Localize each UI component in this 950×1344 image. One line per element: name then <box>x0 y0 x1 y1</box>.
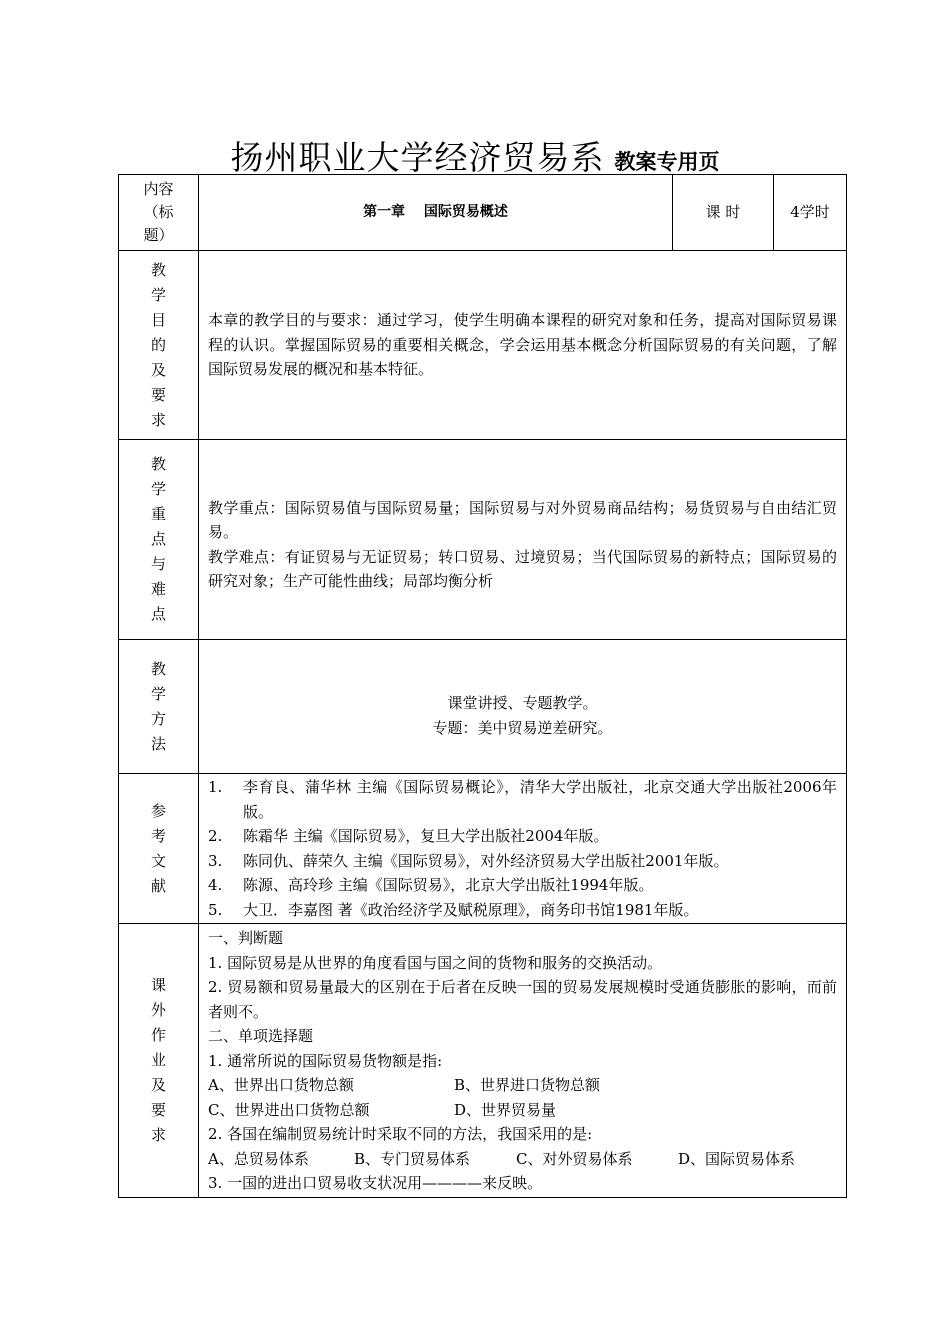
row-methods <box>119 640 847 774</box>
mc2-options-row <box>208 1147 837 1172</box>
reference-item <box>208 898 837 923</box>
reference-item <box>208 775 837 824</box>
reference-list <box>199 775 846 922</box>
page-title <box>0 132 950 179</box>
reference-item <box>208 824 837 849</box>
label-methods: 教学方法 <box>119 640 199 774</box>
homework-tf-1: 1. 国际贸易是从世界的角度看国与国之间的货物和服务的交换活动。 <box>208 953 663 972</box>
methods-line-1: 课堂讲授、专题教学。 <box>447 694 598 712</box>
mc1-option-d: D、世界贸易量 <box>454 1100 557 1119</box>
label-key-points: 教学重点与难点 <box>119 440 199 640</box>
mc2-option-b: B、专门贸易体系 <box>354 1149 471 1168</box>
reference-number: 1. <box>208 778 223 796</box>
reference-item <box>208 849 837 874</box>
label-homework: 课外作业及要求 <box>119 924 199 1198</box>
mc2-option-a: A、总贸易体系 <box>208 1149 309 1168</box>
label-content-title: 内容（标题） <box>119 175 199 251</box>
homework-section-2: 二、单项选择题 <box>208 1027 314 1045</box>
reference-number: 3. <box>208 851 223 870</box>
key-difficulty-text: 教学难点：有证贸易与无证贸易；转口贸易、过境贸易；当代国际贸易的新特点；国际贸易的研究对象；生产可能性曲线；局部均衡分析 <box>208 547 837 590</box>
mc1-option-c: C、世界进出口货物总额 <box>208 1100 370 1119</box>
mc1-option-a: A、世界出口货物总额 <box>208 1076 354 1094</box>
mc2-option-d: D、国际贸易体系 <box>678 1149 796 1168</box>
reference-number: 2. <box>208 827 223 845</box>
row-key-points <box>119 440 847 640</box>
mc1-options-row-2 <box>208 1098 837 1123</box>
reference-number: 4. <box>208 876 223 894</box>
reference-text: 陈同仇、薛荣久 主编《国际贸易》，对外经济贸易大学出版社2001年版。 <box>243 851 729 870</box>
objectives-text: 本章的教学目的与要求：通过学习，使学生明确本课程的研究对象和任务，提高对国际贸易课程的认识。掌握国际贸易的重要相关概念，学会运用基本概念分析国际贸易的有关问题，了解国际贸易发展的概况和基本特征。 <box>208 311 837 379</box>
homework-mc-1: 1. 通常所说的国际贸易货物额是指: <box>208 1051 443 1070</box>
title-main: 扬州职业大学经济贸易系 <box>230 138 605 177</box>
hours-label: 课 时 <box>673 175 774 251</box>
reference-text: 陈霜华 主编《国际贸易》，复旦大学出版社2004年版。 <box>243 827 609 845</box>
label-references: 参考文献 <box>119 774 199 924</box>
row-objectives <box>119 251 847 440</box>
hours-value: 4学时 <box>774 175 847 251</box>
reference-number: 5. <box>208 900 223 919</box>
reference-text: 陈源、高玲珍 主编《国际贸易》，北京大学出版社1994年版。 <box>243 876 654 894</box>
homework-tf-2: 2. 贸易额和贸易量最大的区别在于后者在反映一国的贸易发展规模时受通货膨胀的影响，而前者则不。 <box>208 978 837 1021</box>
mc2-option-c: C、对外贸易体系 <box>516 1149 633 1168</box>
reference-item <box>208 873 837 898</box>
row-references <box>119 774 847 924</box>
lesson-plan-table <box>118 174 847 1198</box>
homework-mc-2: 2. 各国在编制贸易统计时采取不同的方法，我国采用的是: <box>208 1125 593 1143</box>
row-homework <box>119 924 847 1198</box>
mc1-option-b: B、世界进口货物总额 <box>454 1076 601 1094</box>
title-sub: 教案专用页 <box>614 150 720 174</box>
label-objectives: 教学目的及要求 <box>119 251 199 440</box>
homework-section-1: 一、判断题 <box>208 929 284 947</box>
homework-mc-3: 3. 一国的进出口贸易收支状况用————来反映。 <box>208 1174 543 1192</box>
methods-line-2: 专题：美中贸易逆差研究。 <box>432 718 613 737</box>
chapter-title: 第一章 国际贸易概述 <box>199 175 673 251</box>
row-title <box>119 175 847 251</box>
key-focus-text: 教学重点：国际贸易值与国际贸易量；国际贸易与对外贸易商品结构；易货贸易与自由结汇贸易。 <box>208 498 837 541</box>
reference-text: 李育良、蒲华林 主编《国际贸易概论》，清华大学出版社，北京交通大学出版社2006年版。 <box>243 778 837 821</box>
reference-text: 大卫．李嘉图 著《政治经济学及赋税原理》，商务印书馆1981年版。 <box>243 900 699 919</box>
mc1-options-row-1 <box>208 1073 837 1098</box>
